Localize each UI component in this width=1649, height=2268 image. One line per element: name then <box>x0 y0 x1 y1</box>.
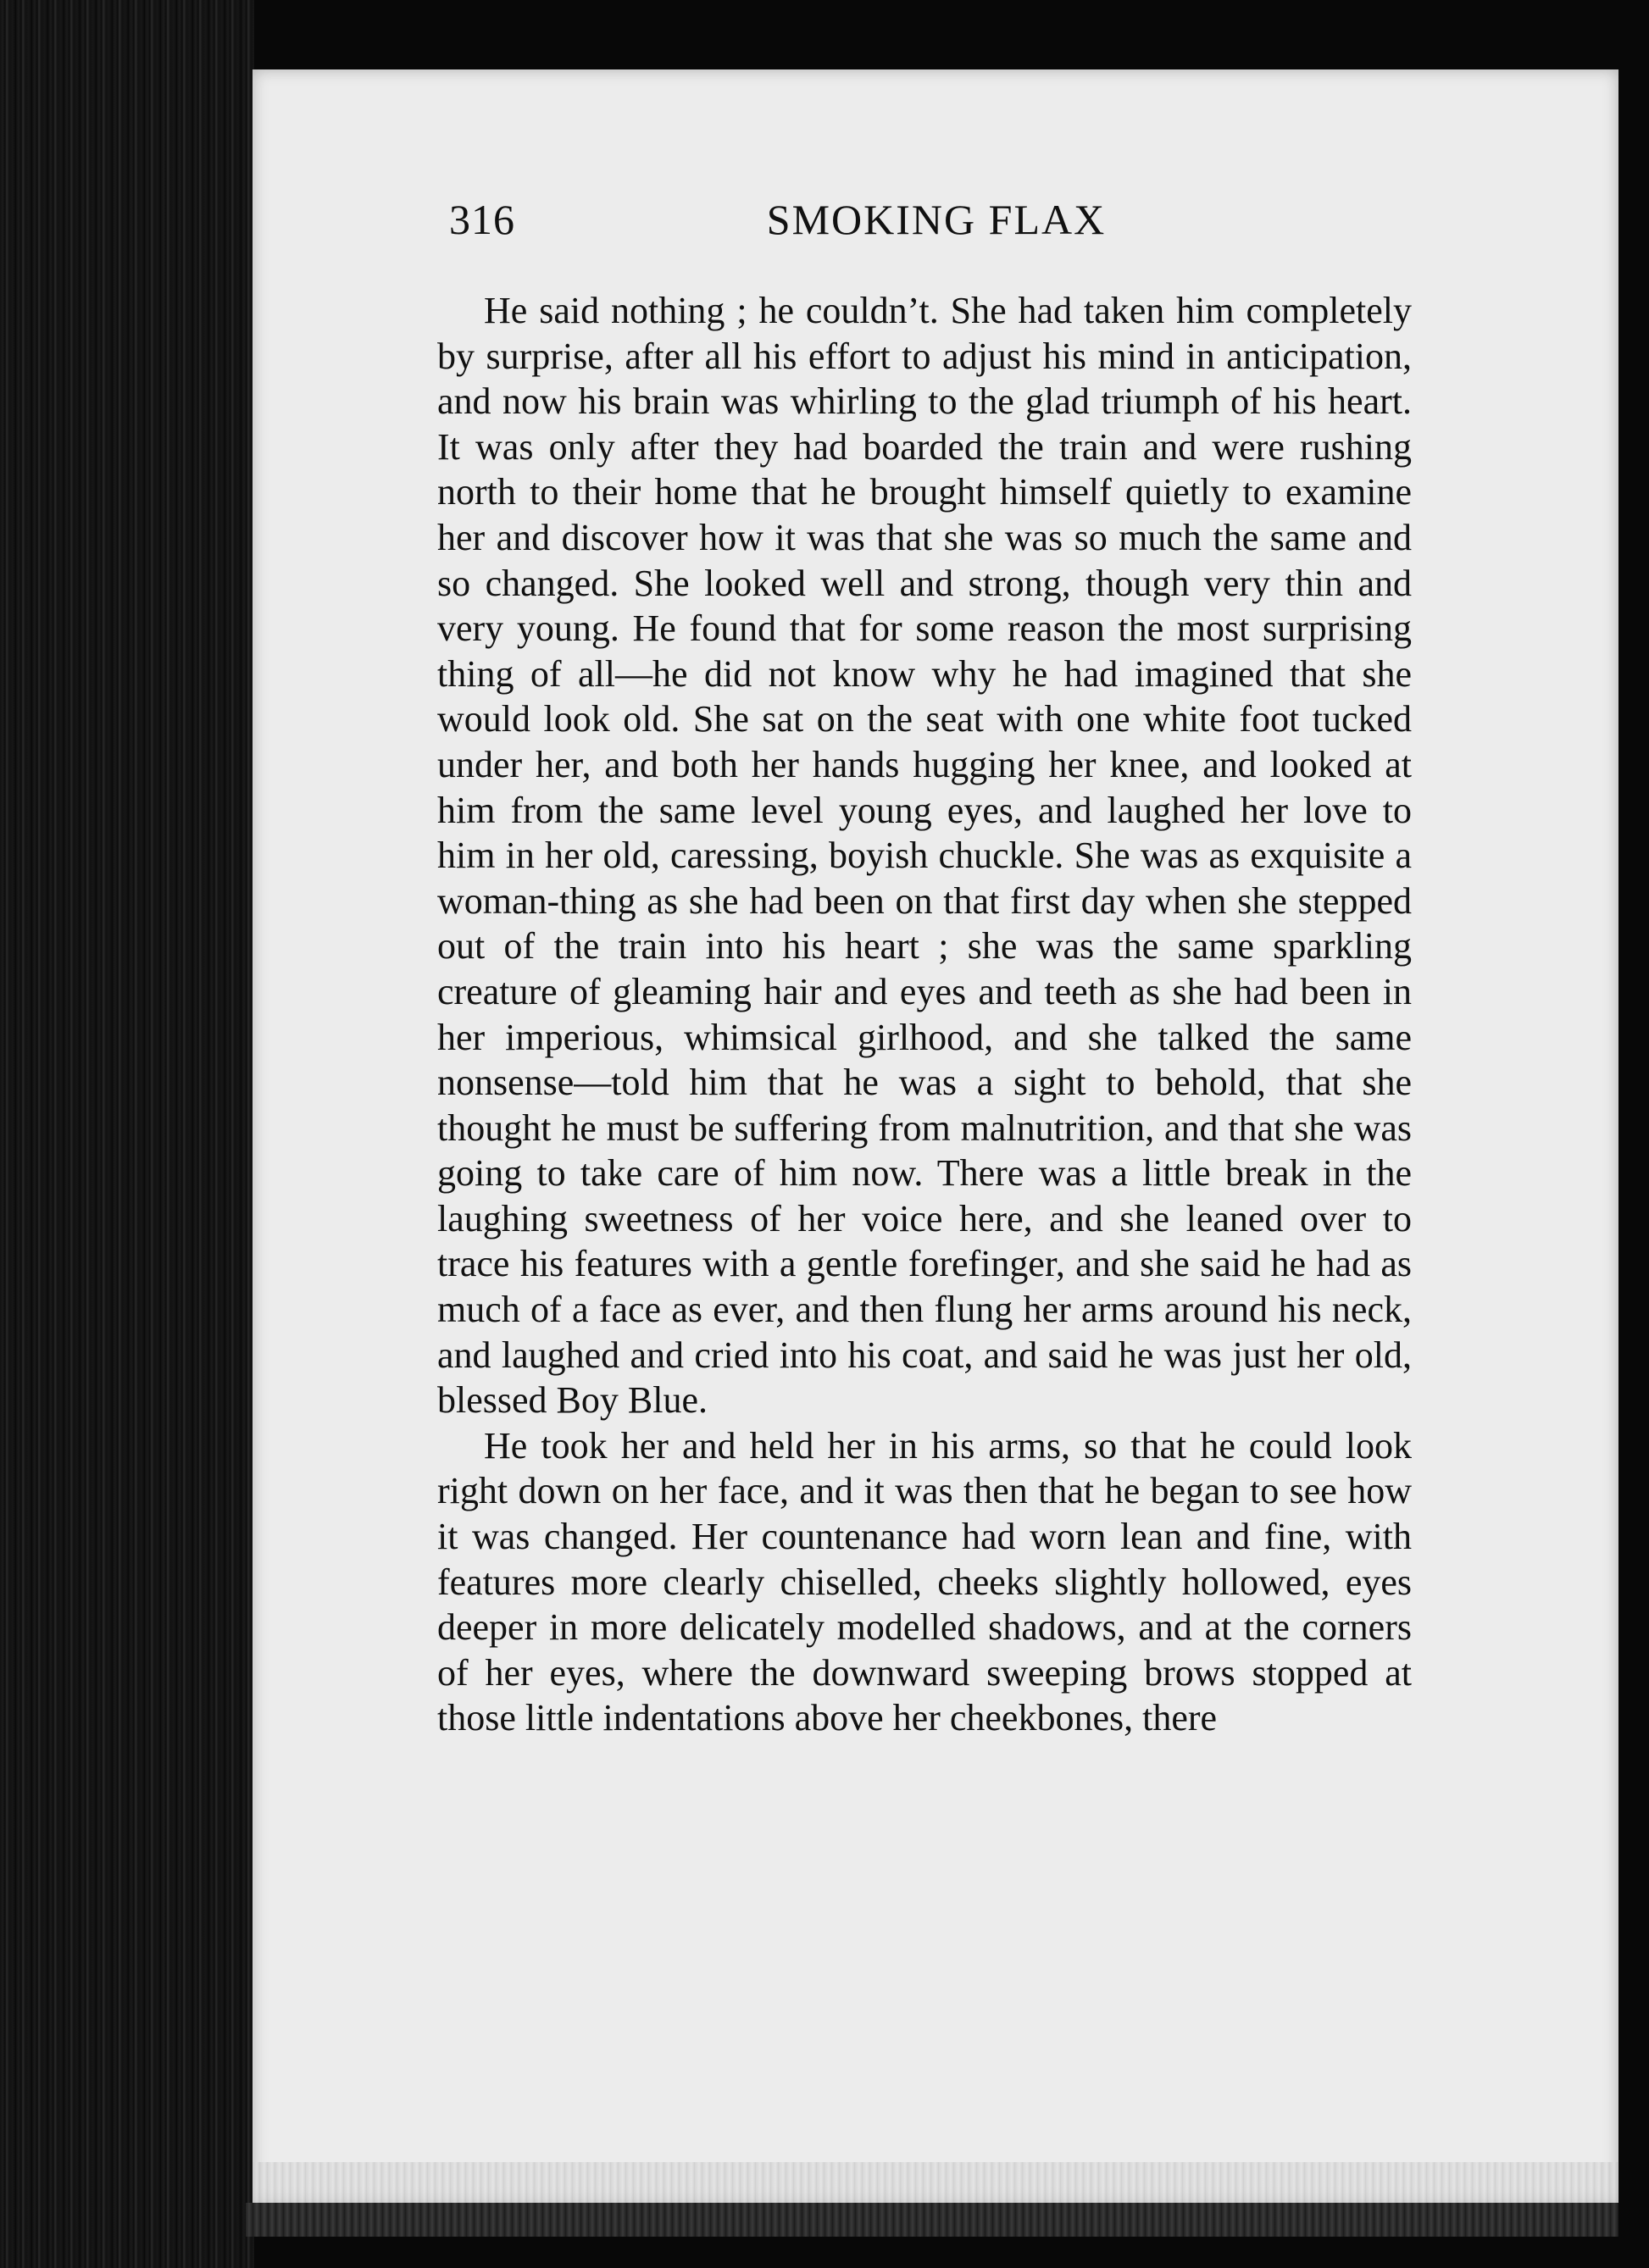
running-title: SMOKING FLAX <box>766 196 1107 243</box>
film-edge-left <box>0 0 254 2268</box>
paragraph: He said nothing ; he couldn’t. She had taken him completely by surprise, after all his effort to adjust his mind in anticipation, and now his brain was whirling to the glad triumph of his heart. It was only after they had boarded the train and were rushing north to their home that he brought himself quietly to examine her and discover how it was that she was so much the same and so changed. She looked well and strong, though very thin and very young. He found that for some reason the most surprising thing of all—he did not know why he had imagined that she would look old. She sat on the seat with one white foot tucked under her, and both her hands hugging her knee, and looked at him from the same level young eyes, and laughed her love to him in her old, caressing, boyish chuckle. She was as exquisite a woman-thing as she had been on that first day when she stepped out of the train into his heart ; she was the same sparkling creature of gleaming hair and eyes and teeth as she had been in her imperious, whimsical girlhood, and she talked the same nonsense—told him that he was a sight to behold, that she thought he must be suffering from malnutrition, and that she was going to take care of him now. There was a little break in the laughing sweetness of her voice here, and she leaned over to trace his features with a gentle forefinger, and she said he had as much of a face as ever, and then flung her arms around his neck, and laughed and cried into his coat, and said he was just her old, blessed Boy Blue. <box>437 290 1412 1422</box>
body-text <box>437 288 1412 1741</box>
page-number: 316 <box>449 196 515 243</box>
page-header <box>449 195 1373 263</box>
paragraph: He took her and held her in his arms, so that he could look right down on her face, and it was then that he began to see how it was changed. Her countenance had worn lean and fine, with features more clearly chiselled, cheeks slightly hollowed, eyes deeper in more delicately modelled shadows, and at the corners of her eyes, where the downward sweeping brows stopped at those little indentations above her cheekbones, there <box>437 1424 1412 1739</box>
book-page <box>253 69 1618 2203</box>
film-edge-bottom <box>246 2203 1618 2237</box>
page-bottom-edge <box>253 2162 1618 2203</box>
